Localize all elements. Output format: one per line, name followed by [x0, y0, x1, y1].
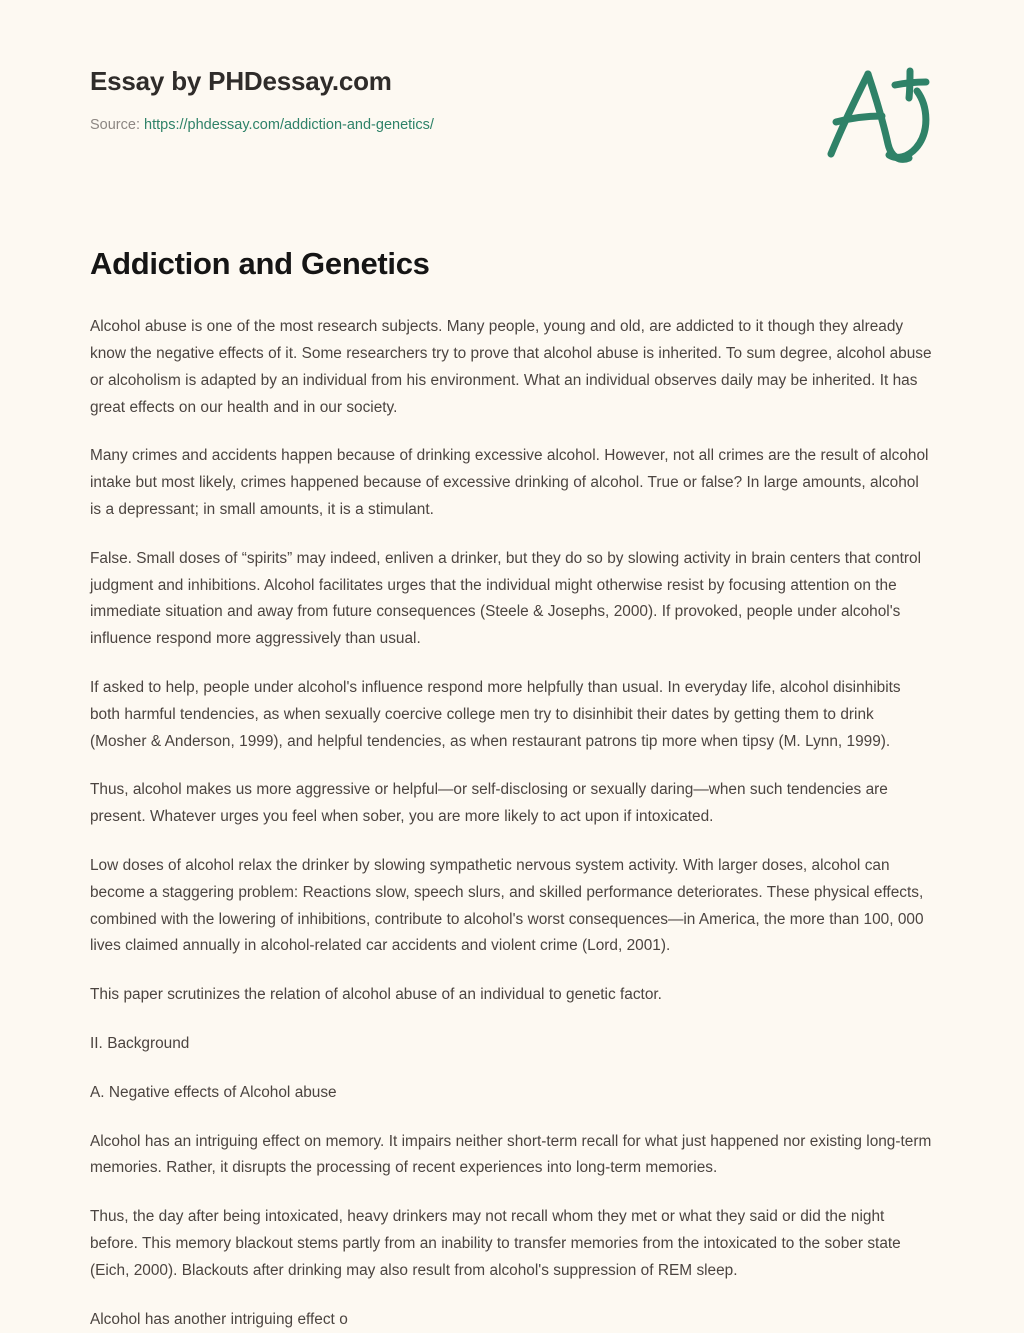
source-url-link[interactable]: https://phdessay.com/addiction-and-genetics/: [144, 117, 434, 133]
source-line: [90, 116, 934, 135]
subsection-heading: A. Negative effects of Alcohol abuse: [90, 1080, 934, 1107]
paragraph: If asked to help, people under alcohol's influence respond more helpfully than usual. In everyday life, alcohol disinhibits both harmful tendencies, as when sexually coercive college men try to disinhibit their dates by getting them to drink (Mosher & Anderson, 1999), and helpful tendencies, as when restaurant patrons tip more when tipsy (M. Lynn, 1999).: [90, 675, 934, 755]
source-label: Source:: [90, 117, 140, 133]
brand-title: Essay by PHDessay.com: [90, 66, 934, 97]
paragraph: Alcohol abuse is one of the most research subjects. Many people, young and old, are addicted to it though they already know the negative effects of it. Some researchers try to prove that alcohol abuse is inherited. To sum degree, alcohol abuse or alcoholism is adapted by an individual from his environment. What an individual observes daily may be inherited. It has great effects on our health and in our society.: [90, 314, 934, 421]
page-header: [90, 0, 934, 170]
page-title: Addiction and Genetics: [90, 170, 934, 282]
paragraph: Many crimes and accidents happen because of drinking excessive alcohol. However, not all crimes are the result of alcohol intake but most likely, crimes happened because of excessive drinking of alcohol. True or false? In large amounts, alcohol is a depressant; in small amounts, it is a stimulant.: [90, 443, 934, 523]
paragraph: Thus, alcohol makes us more aggressive or helpful—or self-disclosing or sexually daring—when such tendencies are present. Whatever urges you feel when sober, you are more likely to act upon if intoxicated.: [90, 777, 934, 831]
paragraph: This paper scrutinizes the relation of alcohol abuse of an individual to genetic factor.: [90, 982, 934, 1009]
section-heading: II. Background: [90, 1031, 934, 1058]
aplus-logo-icon: [818, 58, 938, 168]
paragraph: Alcohol has an intriguing effect on memory. It impairs neither short-term recall for what just happened nor existing long-term memories. Rather, it disrupts the processing of recent experiences into long-term memories.: [90, 1129, 934, 1183]
paragraph: Thus, the day after being intoxicated, heavy drinkers may not recall whom they met or what they said or did the night before. This memory blackout stems partly from an inability to transfer memories from the intoxicated to the sober state (Eich, 2000). Blackouts after drinking may also result from alcohol's suppression of REM sleep.: [90, 1204, 934, 1284]
paragraph-truncated: Alcohol has another intriguing effect o: [90, 1307, 934, 1333]
paragraph: Low doses of alcohol relax the drinker by slowing sympathetic nervous system activity. With larger doses, alcohol can become a staggering problem: Reactions slow, speech slurs, and skilled performance deteriorates. These physical effects, combined with the lowering of inhibitions, contribute to alcohol's worst consequences—in America, the more than 100, 000 lives claimed annually in alcohol-related car accidents and violent crime (Lord, 2001).: [90, 853, 934, 960]
paragraph: False. Small doses of “spirits” may indeed, enliven a drinker, but they do so by slowing activity in brain centers that control judgment and inhibitions. Alcohol facilitates urges that the individual might otherwise resist by focusing attention on the immediate situation and away from future consequences (Steele & Josephs, 2000). If provoked, people under alcohol's influence respond more aggressively than usual.: [90, 546, 934, 653]
article-body: [90, 282, 934, 1333]
